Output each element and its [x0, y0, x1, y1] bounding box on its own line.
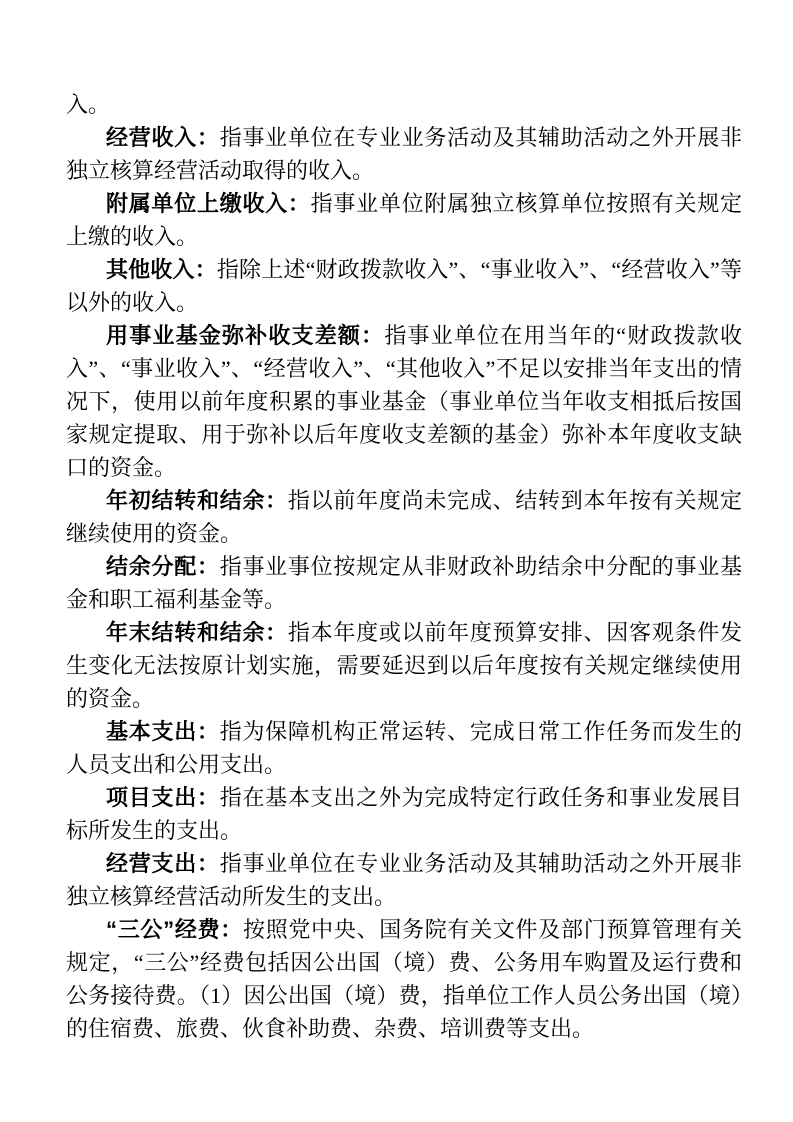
term-definition: 指除上述“财政拨款收入”、“事业收入”、“经营收入”等以外的收入。 — [66, 257, 742, 315]
term-label: 项目支出： — [106, 785, 220, 810]
term-definition: 指事业单位附属独立核算单位按照有关规定上缴的收入。 — [66, 191, 742, 249]
paragraph — [66, 187, 742, 253]
paragraph — [66, 781, 742, 847]
term-definition: 指本年度或以前年度预算安排、因客观条件发生变化无法按原计划实施，需要延迟到以后年度按有关规定继续使用的资金。 — [66, 620, 742, 711]
term-label: “三公”经费： — [106, 917, 243, 942]
paragraph — [66, 121, 742, 187]
term-definition: 指在基本支出之外为完成特定行政任务和事业发展目标所发生的支出。 — [66, 785, 742, 843]
term-definition: 按照党中央、国务院有关文件及部门预算管理有关规定，“三公”经费包括因公出国（境）费、公务用车购置及运行费和公务接待费。（1）因公出国（境）费，指单位工作人员公务出国（境）的住宿费、旅费、伙食补助费、杂费、培训费等支出。 — [66, 917, 742, 1041]
document-body — [66, 88, 742, 1045]
paragraph — [66, 253, 742, 319]
paragraph — [66, 319, 742, 484]
term-definition: 入。 — [66, 92, 111, 117]
paragraph — [66, 715, 742, 781]
term-label: 用事业基金弥补收支差额： — [106, 323, 385, 348]
term-definition: 指为保障机构正常运转、完成日常工作任务而发生的人员支出和公用支出。 — [66, 719, 742, 777]
term-definition: 指事业单位在用当年的“财政拨款收入”、“事业收入”、“经营收入”、“其他收入”不足以安排当年支出的情况下，使用以前年度积累的事业基金（事业单位当年收支相抵后按国家规定提取、用于弥补以后年度收支差额的基金）弥补本年度收支缺口的资金。 — [66, 323, 742, 480]
term-label: 结余分配： — [106, 554, 220, 579]
paragraph — [66, 484, 742, 550]
term-definition: 指事业单位在专业业务活动及其辅助活动之外开展非独立核算经营活动所发生的支出。 — [66, 851, 742, 909]
term-label: 基本支出： — [106, 719, 220, 744]
paragraph — [66, 616, 742, 715]
paragraph — [66, 847, 742, 913]
paragraph — [66, 88, 742, 121]
term-label: 经营支出： — [106, 851, 220, 876]
term-label: 年初结转和结余： — [106, 488, 288, 513]
term-label: 年末结转和结余： — [106, 620, 288, 645]
term-definition: 指事业事位按规定从非财政补助结余中分配的事业基金和职工福利基金等。 — [66, 554, 742, 612]
term-definition: 指事业单位在专业业务活动及其辅助活动之外开展非独立核算经营活动取得的收入。 — [66, 125, 742, 183]
term-label: 经营收入： — [106, 125, 220, 150]
paragraph — [66, 550, 742, 616]
paragraph — [66, 913, 742, 1045]
term-definition: 指以前年度尚未完成、结转到本年按有关规定继续使用的资金。 — [66, 488, 742, 546]
term-label: 其他收入： — [106, 257, 217, 282]
term-label: 附属单位上缴收入： — [106, 191, 311, 216]
